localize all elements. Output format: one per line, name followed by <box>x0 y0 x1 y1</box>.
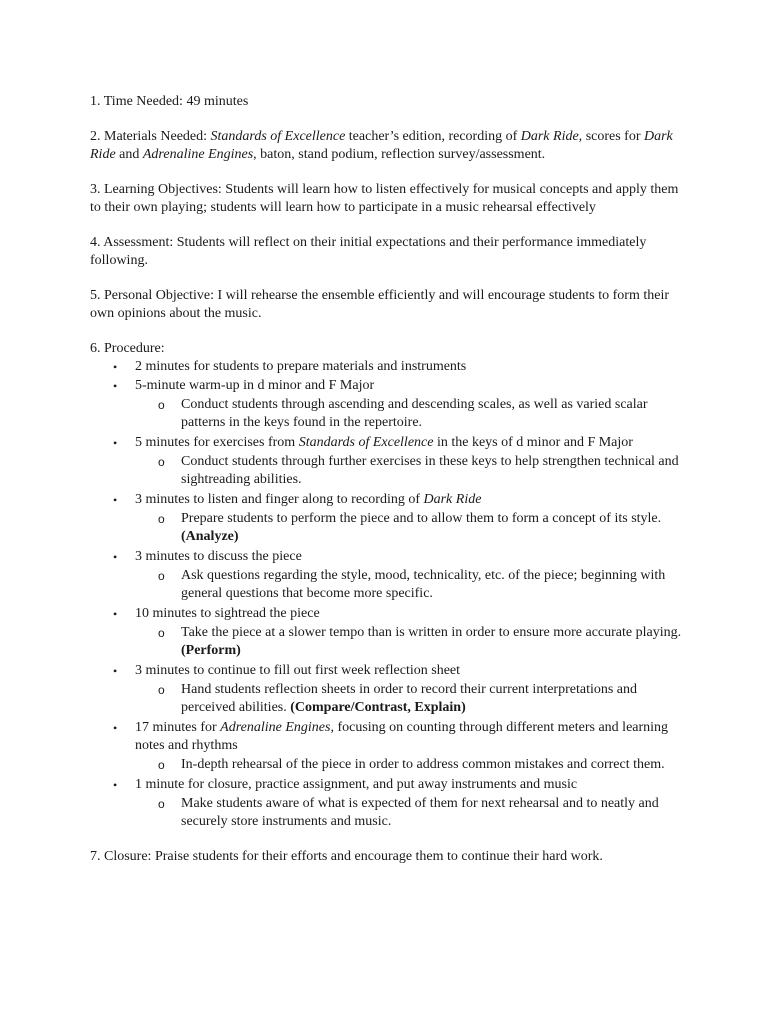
bullet-icon: • <box>113 778 118 792</box>
bullet-icon: • <box>113 493 118 507</box>
procedure-step <box>135 435 633 450</box>
sub-list-item <box>135 453 690 489</box>
materials-needed <box>90 128 690 164</box>
standard-tag: (Perform) <box>181 643 241 658</box>
procedure-step: 1 minute for closure, practice assignment, and put away instruments and music <box>135 777 578 792</box>
materials-text: scores for <box>582 129 644 144</box>
sub-list-item <box>135 510 690 546</box>
list-item <box>90 491 690 546</box>
sub-step: Conduct students through further exercises in these keys to help strengthen technical and sightreading abilities. <box>181 454 679 487</box>
sub-list <box>135 681 690 717</box>
personal-objective: 5. Personal Objective: I will rehearse the ensemble efficiently and will encourage students to form their own opinions about the music. <box>90 288 669 321</box>
procedure-step <box>135 720 668 753</box>
sub-list-item <box>135 396 690 432</box>
materials-text: and <box>115 147 143 162</box>
materials-text: teacher’s edition, recording of <box>345 129 521 144</box>
list-item <box>90 358 690 376</box>
list-item <box>90 377 690 432</box>
procedure-step: 5-minute warm-up in d minor and F Major <box>135 378 375 393</box>
sub-list <box>135 624 690 660</box>
materials-suffix: , baton, stand podium, reflection survey/assessment. <box>253 147 546 162</box>
sub-list-item <box>135 624 690 660</box>
circle-bullet-icon: o <box>158 626 165 640</box>
procedure-list <box>90 358 690 831</box>
bullet-icon: • <box>113 664 118 678</box>
bullet-icon: • <box>113 607 118 621</box>
procedure-step: 2 minutes for students to prepare materials and instruments <box>135 359 467 374</box>
sub-list <box>135 756 690 774</box>
bullet-icon: • <box>113 379 118 393</box>
assessment: 4. Assessment: Students will reflect on their initial expectations and their performance immediately following. <box>90 235 647 268</box>
procedure-heading: 6. Procedure: <box>90 341 165 356</box>
sub-step-text: Take the piece at a slower tempo than is written in order to ensure more accurate playing. <box>181 625 682 640</box>
sub-step: In-depth rehearsal of the piece in order to address common mistakes and correct them. <box>181 757 665 772</box>
sub-step: Ask questions regarding the style, mood, technicality, etc. of the piece; beginning with general questions that become more specific. <box>181 568 666 601</box>
piece-title: Dark Ride <box>423 492 482 507</box>
time-needed: 1. Time Needed: 49 minutes <box>90 94 249 109</box>
sub-list-item <box>135 756 690 774</box>
procedure-step: 3 minutes to discuss the piece <box>135 549 302 564</box>
circle-bullet-icon: o <box>158 683 165 697</box>
procedure-step: 3 minutes to continue to fill out first week reflection sheet <box>135 663 461 678</box>
circle-bullet-icon: o <box>158 758 165 772</box>
sub-step: Make students aware of what is expected of them for next rehearsal and to neatly and securely store instruments and music. <box>181 796 659 829</box>
circle-bullet-icon: o <box>158 398 165 412</box>
closure: 7. Closure: Praise students for their efforts and encourage them to continue their hard work. <box>90 849 603 864</box>
sub-list <box>135 567 690 603</box>
sub-step <box>181 682 637 715</box>
circle-bullet-icon: o <box>158 797 165 811</box>
sub-step-text: Prepare students to perform the piece and to allow them to form a concept of its style. <box>181 511 662 526</box>
bullet-icon: • <box>113 550 118 564</box>
step-text: , focusing on counting through different meters and learning notes and rhythms <box>135 720 669 753</box>
sub-step <box>181 625 681 658</box>
procedure-step <box>135 492 481 507</box>
step-text: 17 minutes for <box>135 720 221 735</box>
sub-list <box>135 396 690 432</box>
step-text: 5 minutes for exercises from <box>135 435 299 450</box>
list-item <box>90 776 690 831</box>
step-text: 3 minutes to listen and finger along to recording of <box>135 492 424 507</box>
lesson-plan-document <box>90 93 690 883</box>
standard-tag: (Compare/Contrast, Explain) <box>290 700 466 715</box>
materials-prefix: 2. Materials Needed: <box>90 129 211 144</box>
list-item <box>90 719 690 774</box>
sub-list <box>135 453 690 489</box>
bullet-icon: • <box>113 721 118 735</box>
piece-title: Dark Ride, <box>520 129 583 144</box>
step-text: in the keys of d minor and F Major <box>433 435 633 450</box>
sub-list-item <box>135 795 690 831</box>
book-title: Standards of Excellence <box>210 129 346 144</box>
sub-list-item <box>135 567 690 603</box>
list-item <box>90 434 690 489</box>
list-item <box>90 605 690 660</box>
procedure-step: 10 minutes to sightread the piece <box>135 606 320 621</box>
learning-objectives: 3. Learning Objectives: Students will learn how to listen effectively for musical concepts and apply them to their own playing; students will learn how to participate in a music rehearsal effectively <box>90 182 679 215</box>
list-item <box>90 548 690 603</box>
standard-tag: (Analyze) <box>181 529 239 544</box>
circle-bullet-icon: o <box>158 569 165 583</box>
sub-list <box>135 795 690 831</box>
bullet-icon: • <box>113 436 118 450</box>
piece-title: Adrenaline Engines <box>220 720 331 735</box>
sub-list-item <box>135 681 690 717</box>
circle-bullet-icon: o <box>158 455 165 469</box>
sub-step <box>181 511 661 544</box>
sub-step-text: Hand students reflection sheets in order to record their current interpretations and perceived abilities. <box>181 682 638 715</box>
sub-step: Conduct students through ascending and descending scales, as well as varied scalar patterns in the keys found in the repertoire. <box>181 397 648 430</box>
piece-title: Dark Ride <box>90 129 673 162</box>
piece-title: Adrenaline Engines <box>142 147 254 162</box>
sub-list <box>135 510 690 546</box>
book-title: Standards of Excellence <box>298 435 434 450</box>
list-item <box>90 662 690 717</box>
bullet-icon: • <box>113 360 118 374</box>
circle-bullet-icon: o <box>158 512 165 526</box>
